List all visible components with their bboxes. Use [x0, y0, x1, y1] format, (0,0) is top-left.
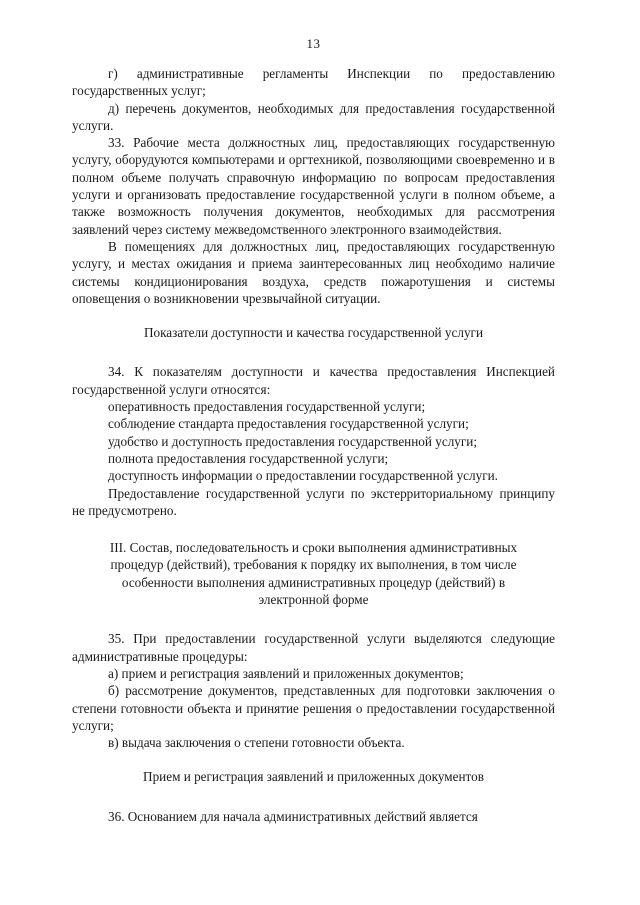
heading-reception: Прием и регистрация заявлений и приложенных документов [143, 769, 484, 785]
heading-quality-indicators: Показатели доступности и качества государственной услуги [143, 325, 484, 341]
section-3-heading-line-4: электронной форме [258, 592, 369, 608]
paragraph-35-c: в) выдача заключения о степени готовности объекта. [108, 735, 405, 751]
paragraph-g: г) административные регламенты Инспекции по предоставлению государственных услуг; [72, 66, 555, 99]
section-3-heading-line-1: III. Состав, последовательность и сроки выполнения административных [109, 540, 518, 556]
section-3-heading-line-3: особенности выполнения административных процедур (действий) в [121, 574, 506, 590]
paragraph-36-start: 36. Основанием для начала административных действий является [108, 808, 478, 824]
paragraph-33: 33. Рабочие места должностных лиц, предоставляющих государственную услугу, оборудуются компьютерами и оргтехникой, позволяющими своевременно и в полном объеме получать справочную информацию по вопросам предоставления услуги и организовать предоставление государственной услуги в полном объеме, а также возможность получения документов, необходимых для рассмотрения заявлений через систему межведомственного электронного взаимодействия. [72, 135, 555, 237]
paragraph-35-intro: 35. При предоставлении государственной услуги выделяются следующие административные процедуры: [72, 631, 555, 664]
list-item-34-2: соблюдение стандарта предоставления государственной услуги; [108, 416, 469, 432]
paragraph-34-note: Предоставление государственной услуги по экстерриториальному принципу не предусмотрено. [72, 485, 555, 518]
paragraph-d: д) перечень документов, необходимых для предоставления государственной услуги. [72, 100, 555, 133]
paragraph-34-intro: 34. К показателям доступности и качества предоставления Инспекцией государственной услуги относятся: [72, 364, 555, 397]
document-page [72, 36, 555, 825]
paragraph-premises: В помещениях для должностных лиц, предоставляющих государственную услугу, и местах ожидания и приема заинтересованных лиц необходимо наличие системы кондиционирования воздуха, средств пожаротушения и системы оповещения о возникновении чрезвычайной ситуации. [72, 238, 555, 306]
section-3-heading-line-2: процедур (действий), требования к порядку их выполнения, в том числе [110, 557, 517, 573]
list-item-34-1: оперативность предоставления государственной услуги; [108, 399, 426, 415]
page-number: 13 [306, 36, 321, 51]
paragraph-35-b: б) рассмотрение документов, представленных для подготовки заключения о степени готовности объекта и принятие решения о предоставлении государственной услуги; [72, 683, 555, 733]
paragraph-35-a: а) прием и регистрация заявлений и приложенных документов; [108, 665, 464, 681]
list-item-34-5: доступность информации о предоставлении государственной услуги. [108, 468, 498, 484]
section-3-heading [72, 539, 555, 608]
list-item-34-4: полнота предоставления государственной услуги; [108, 450, 389, 466]
list-item-34-3: удобство и доступность предоставления государственной услуги; [108, 433, 477, 449]
